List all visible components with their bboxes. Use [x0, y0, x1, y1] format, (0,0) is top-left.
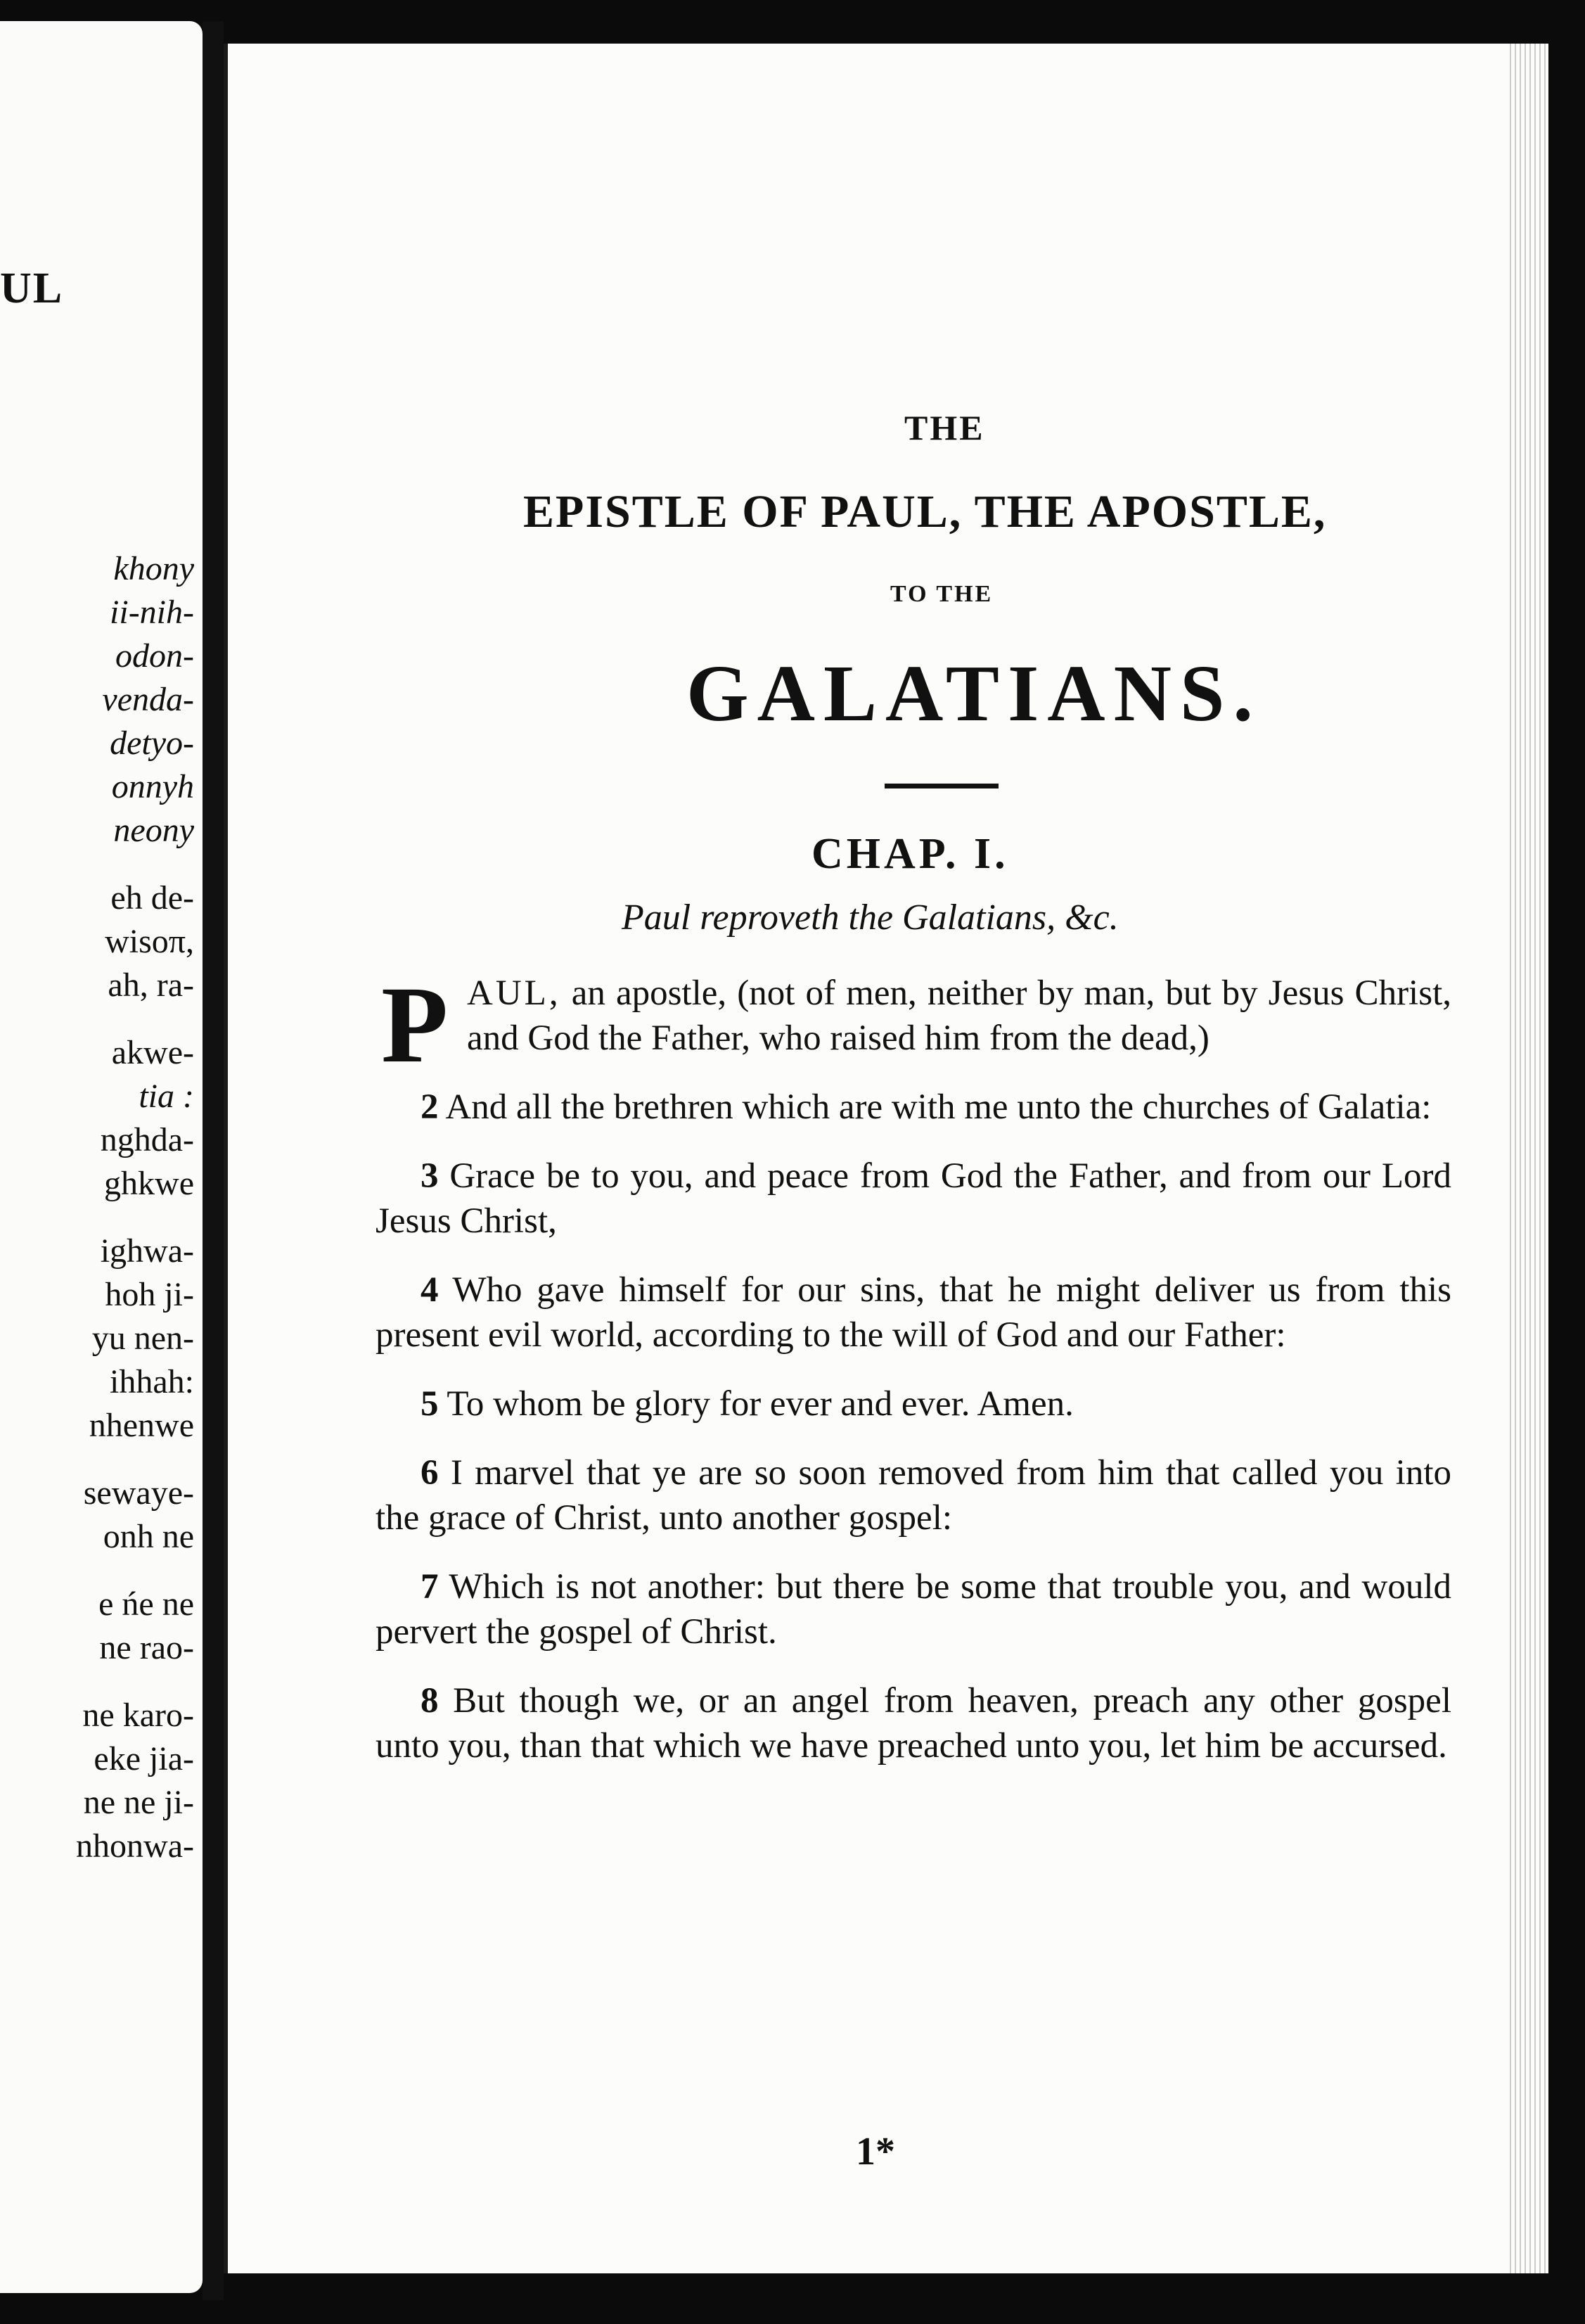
title-book-name: GALATIANS.	[686, 649, 1262, 738]
verse-text: Who gave himself for our sins, that he might deliver us from this present evil world, according to the will of God and our Father:	[376, 1270, 1451, 1355]
title-the: THE	[904, 408, 985, 447]
left-page-line: yu nen-	[91, 1320, 194, 1357]
title-divider	[885, 784, 999, 788]
left-page-line: eh de-	[110, 879, 194, 917]
verse-number: 3	[421, 1156, 439, 1196]
verse-body	[376, 964, 1451, 1792]
verse	[376, 1154, 1451, 1244]
left-page-line: ighwa-	[100, 1232, 194, 1270]
left-page-line: ne rao-	[99, 1629, 194, 1666]
left-page-line: tia :	[139, 1078, 194, 1115]
title-epistle: EPISTLE OF PAUL, THE APOSTLE,	[523, 486, 1327, 537]
left-page-line: eke jia-	[94, 1740, 194, 1777]
verse-first-word: AUL,	[467, 973, 561, 1013]
left-page-line: ii-nih-	[110, 594, 194, 631]
verse	[376, 1268, 1451, 1358]
chapter-heading: CHAP. I.	[811, 830, 1009, 878]
left-facing-page	[0, 21, 203, 2293]
left-page-line: odon-	[115, 637, 194, 675]
verse	[376, 964, 1451, 1085]
verse-text: Which is not another: but there be some that trouble you, and would pervert the gospel of Christ.	[376, 1567, 1451, 1652]
left-page-line: ghkwe	[104, 1165, 194, 1202]
drop-cap: P	[381, 964, 449, 1085]
left-page-line: akwe-	[111, 1034, 194, 1071]
verse	[376, 1381, 1451, 1426]
left-page-line: nhonwa-	[76, 1827, 194, 1865]
verse-text: And all the brethren which are with me unto the churches of Galatia:	[438, 1087, 1432, 1127]
verse	[376, 1678, 1451, 1768]
verse-number: 5	[421, 1384, 439, 1424]
left-page-line: detyo-	[110, 724, 194, 762]
left-page-line: nghda-	[100, 1121, 194, 1158]
chapter-summary: Paul reproveth the Galatians, &c.	[622, 898, 1119, 938]
verse	[376, 1085, 1451, 1130]
book-spine	[203, 21, 224, 2300]
left-page-line: ne ne ji-	[83, 1784, 194, 1821]
left-page-line: neony	[113, 812, 194, 849]
verse-number: 8	[421, 1681, 439, 1720]
verse-number: 7	[421, 1567, 439, 1607]
left-line-gap	[0, 1448, 194, 1471]
verse	[376, 1564, 1451, 1654]
left-page-line: venda-	[102, 681, 194, 718]
left-page-line: wisoπ,	[105, 923, 194, 960]
left-line-gap	[0, 1007, 194, 1031]
left-page-line: ah, ra-	[108, 966, 194, 1004]
left-page-line: nhenwe	[89, 1407, 194, 1444]
verse-text: To whom be glory for ever and ever. Amen.	[438, 1384, 1074, 1424]
verse-number: 4	[421, 1270, 439, 1310]
title-to-the: TO THE	[890, 581, 994, 607]
left-line-gap	[0, 853, 194, 876]
left-line-gap	[0, 1670, 194, 1694]
verse-number: 6	[421, 1453, 439, 1493]
verse	[376, 1450, 1451, 1540]
page-number: 1*	[856, 2130, 895, 2173]
left-page-line: khony	[113, 550, 194, 587]
left-page-line: hoh ji-	[105, 1276, 194, 1313]
verse-number: 2	[421, 1087, 439, 1127]
left-line-gap	[0, 1206, 194, 1230]
verse-text: I marvel that ye are so soon removed from him that called you into the grace of Christ, unto another gospel:	[376, 1453, 1451, 1538]
left-page-line: sewaye-	[83, 1474, 194, 1512]
left-page-line: ne karo-	[82, 1697, 194, 1734]
right-page	[224, 44, 1548, 2273]
left-page-line: onh ne	[103, 1518, 194, 1555]
verse-text: But though we, or an angel from heaven, preach any other gospel unto you, than that which we have preached unto you, let him be accursed.	[376, 1681, 1451, 1766]
left-page-line: e ńe ne	[98, 1585, 194, 1623]
page-edge-texture	[1506, 44, 1548, 2273]
left-page-text-column	[0, 547, 194, 1868]
verse-text: Grace be to you, and peace from God the Father, and from our Lord Jesus Christ,	[376, 1156, 1451, 1241]
left-page-heading: UL	[0, 264, 64, 312]
left-line-gap	[0, 1559, 194, 1583]
verse-text: an apostle, (not of men, neither by man, but by Jesus Christ, and God the Father, who raised him from the dead,)	[467, 973, 1451, 1058]
left-page-line: ihhah:	[110, 1363, 194, 1400]
left-page-line: onnyh	[111, 768, 194, 805]
